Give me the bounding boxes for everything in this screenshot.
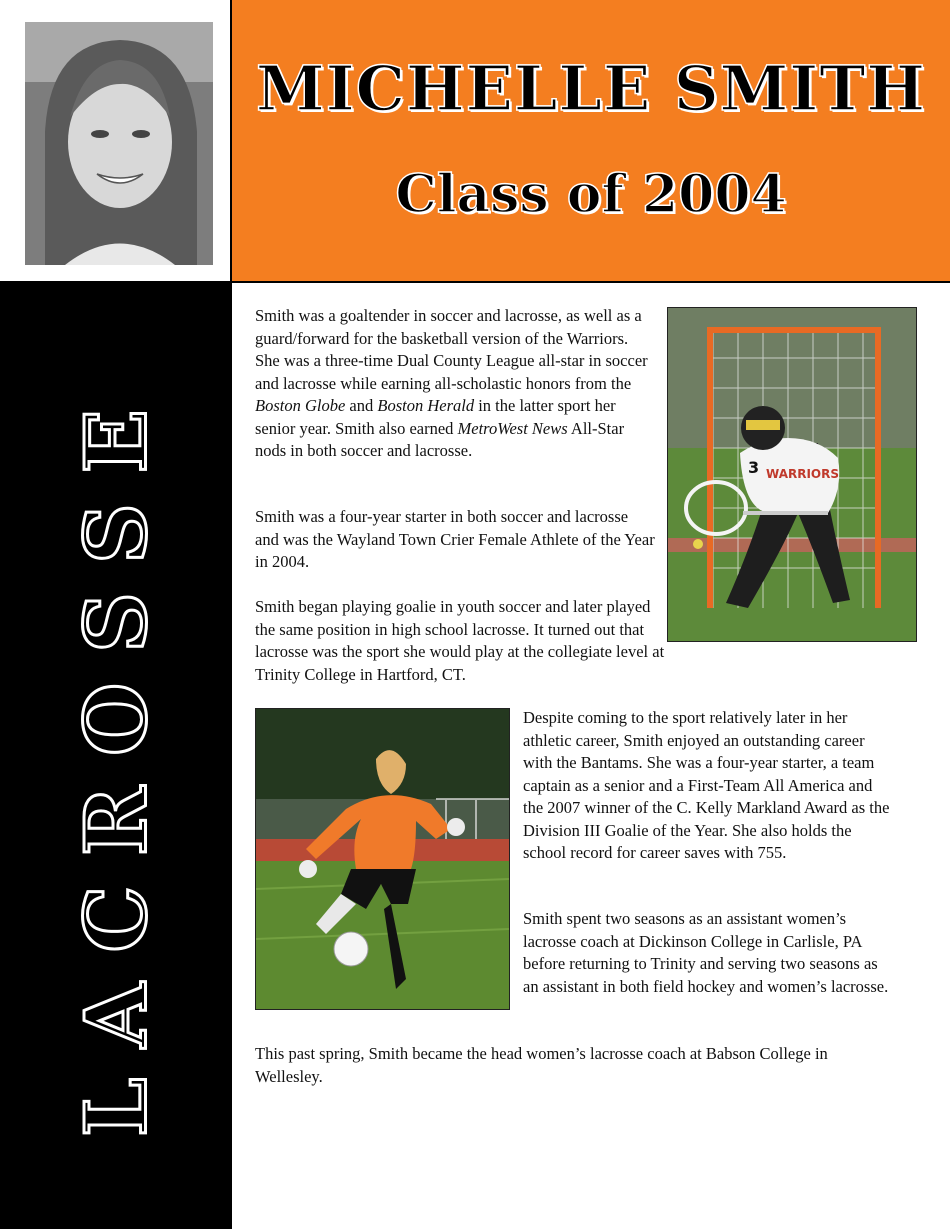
boston-globe-title: Boston Globe	[255, 396, 346, 415]
metrowest-title: MetroWest News	[457, 418, 568, 438]
bio-paragraph-6: This past spring, Smith became the head women’s lacrosse coach at Babson College in Wellesley.	[255, 1044, 828, 1086]
bio-paragraph-2: Smith was a four-year starter in both soccer and lacrosse and was the Wayland Town Crier Female Athlete of the Year in 2004.	[255, 507, 655, 571]
svg-text:3: 3	[748, 458, 760, 477]
boston-herald-title: Boston Herald	[377, 396, 475, 415]
class-year: Class of 2004	[395, 164, 787, 225]
header-divider-vertical	[230, 0, 232, 282]
header-banner	[232, 0, 950, 282]
bio-paragraph-3: Smith began playing goalie in youth soccer and later played the same position in high school lacrosse. It turned out that lacrosse was the sport she would play at the collegiate level at Trinity College in Hartford, CT.	[255, 597, 665, 684]
soccer-goalie-photo	[255, 708, 510, 1010]
page-title: MICHELLE SMITH	[256, 52, 926, 125]
sport-label: LACROSSE	[66, 379, 166, 1137]
bio-paragraph-5: Smith spent two seasons as an assistant women’s lacrosse coach at Dickinson College in Carlisle, PA before returning to Trinity and serving two seasons as an assistant in both field hockey and women’s lacrosse.	[523, 909, 889, 996]
bio-paragraph-4: Despite coming to the sport relatively later in her athletic career, Smith enjoyed an outstanding career with the Bantams. She was a four-year starter, a team captain as a senior and a First-Team All America and the 2007 winner of the C. Kelly Markland Award as the Division III Goalie of the Year. She also holds the school record for career saves with 755.	[523, 708, 890, 862]
bio-paragraph-1: Smith was a goaltender in soccer and lacrosse, as well as a guard/forward for the basketball version of the Warriors. She was a three-time Dual County League all-star in soccer and lacrosse while earning all-scholastic honors from the Boston Globe and Boston Herald in the latter sport her senior year. Smith also earned MetroWest News All-Star nods in both soccer and lacrosse.	[255, 306, 648, 460]
portrait-illustration	[25, 22, 213, 265]
svg-text:WARRIORS: WARRIORS	[766, 467, 840, 481]
lacrosse-goalie-photo	[667, 307, 917, 642]
portrait-photo	[25, 22, 213, 265]
